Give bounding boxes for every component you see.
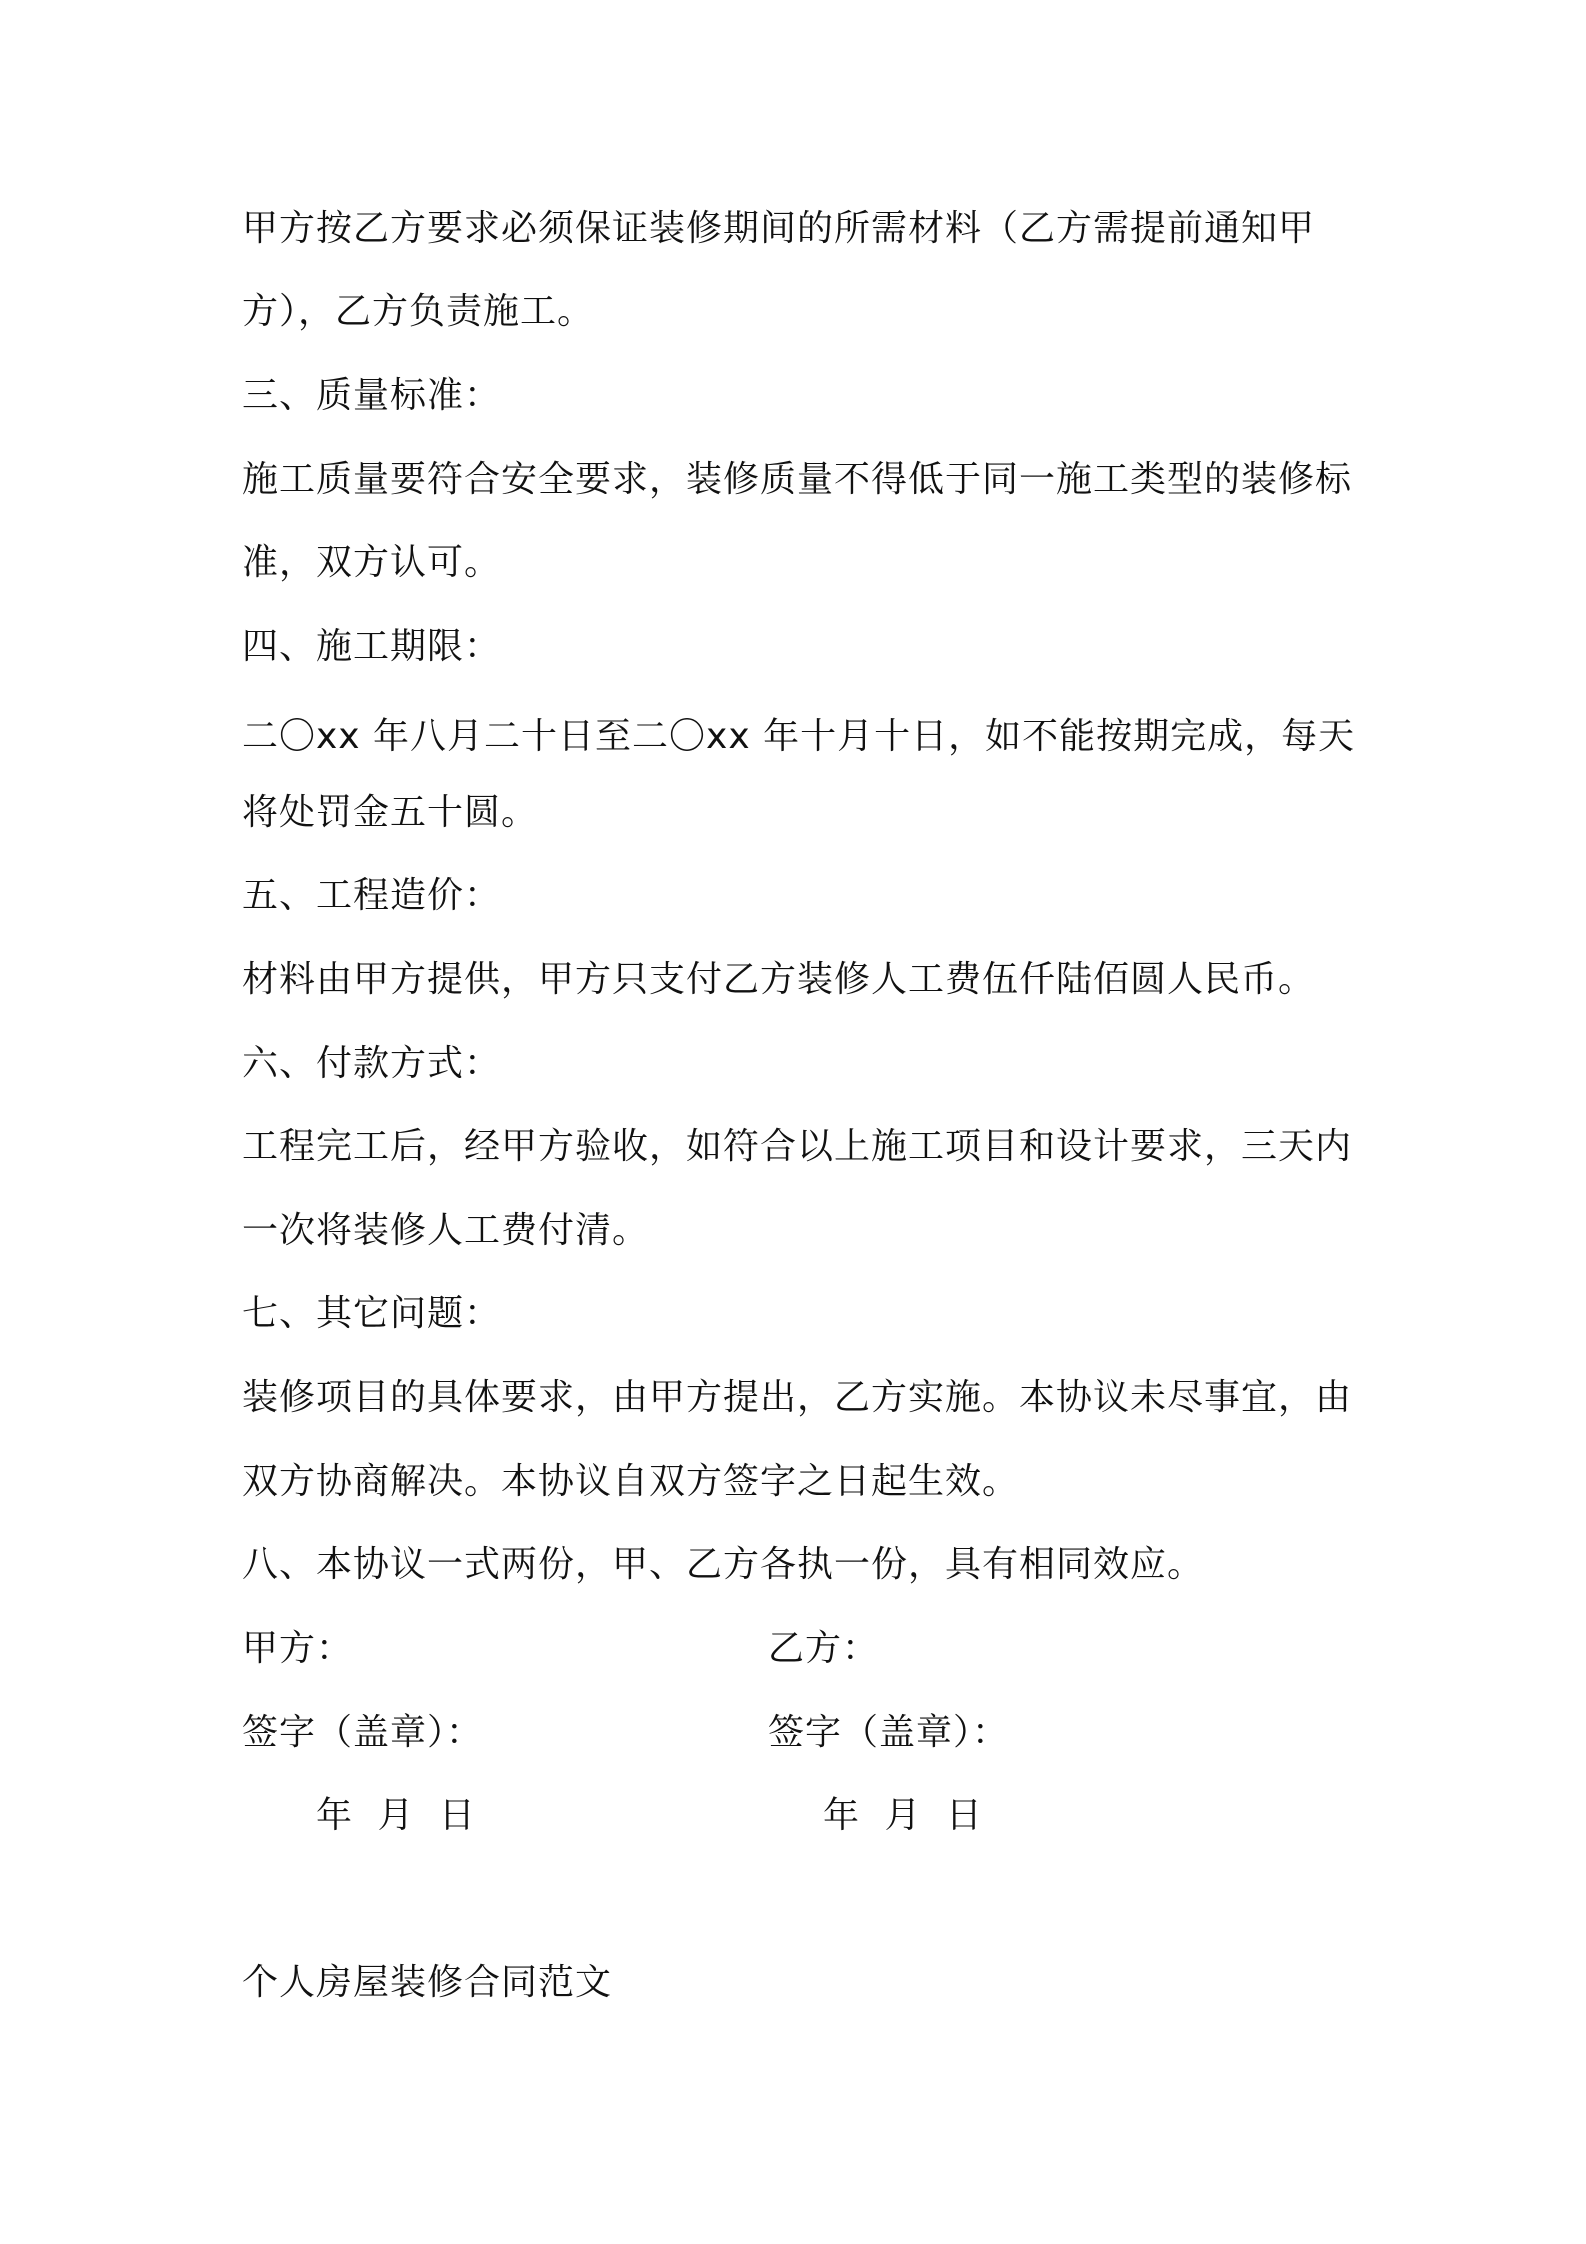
party-b-date: 年 月 日 — [823, 1795, 983, 1836]
body-line-payment-1: 工程完工后，经甲方验收，如符合以上施工项目和设计要求，三天内 — [242, 1126, 1353, 1167]
body-line-copies: 八、本协议一式两份，甲、乙方各执一份，具有相同效应。 — [242, 1544, 1205, 1585]
body-line-1: 甲方按乙方要求必须保证装修期间的所需材料（乙方需提前通知甲 — [242, 208, 1316, 249]
body-line-payment-2: 一次将装修人工费付清。 — [242, 1210, 650, 1251]
party-b-label: 乙方： — [768, 1628, 880, 1669]
body-line-other-1: 装修项目的具体要求，由甲方提出，乙方实施。本协议未尽事宜，由 — [242, 1377, 1353, 1418]
body-line-quality-2: 准，双方认可。 — [242, 542, 502, 583]
party-a-date: 年 月 日 — [316, 1795, 476, 1836]
body-line-other-2: 双方协商解决。本协议自双方签字之日起生效。 — [242, 1461, 1020, 1502]
party-a-signature-label: 签字（盖章）： — [242, 1712, 484, 1753]
party-b-signature-label: 签字（盖章）： — [768, 1712, 1010, 1753]
section-heading-quality: 三、质量标准： — [242, 375, 502, 416]
section-heading-payment: 六、付款方式： — [242, 1043, 502, 1084]
body-line-quality-1: 施工质量要符合安全要求，装修质量不得低于同一施工类型的装修标 — [242, 459, 1353, 500]
section-heading-other: 七、其它问题： — [242, 1293, 502, 1334]
section-heading-cost: 五、工程造价： — [242, 875, 502, 916]
body-line-2: 方），乙方负责施工。 — [242, 291, 595, 332]
body-line-period-2: 将处罚金五十圆。 — [242, 792, 539, 833]
next-section-title: 个人房屋装修合同范文 — [242, 1962, 613, 2003]
party-a-label: 甲方： — [242, 1628, 354, 1669]
body-line-cost: 材料由甲方提供，甲方只支付乙方装修人工费伍仟陆佰圆人民币。 — [242, 959, 1316, 1000]
section-heading-period: 四、施工期限： — [242, 626, 502, 667]
body-line-period-1: 二〇xx 年八月二十日至二〇xx 年十月十日，如不能按期完成，每天 — [242, 716, 1356, 757]
